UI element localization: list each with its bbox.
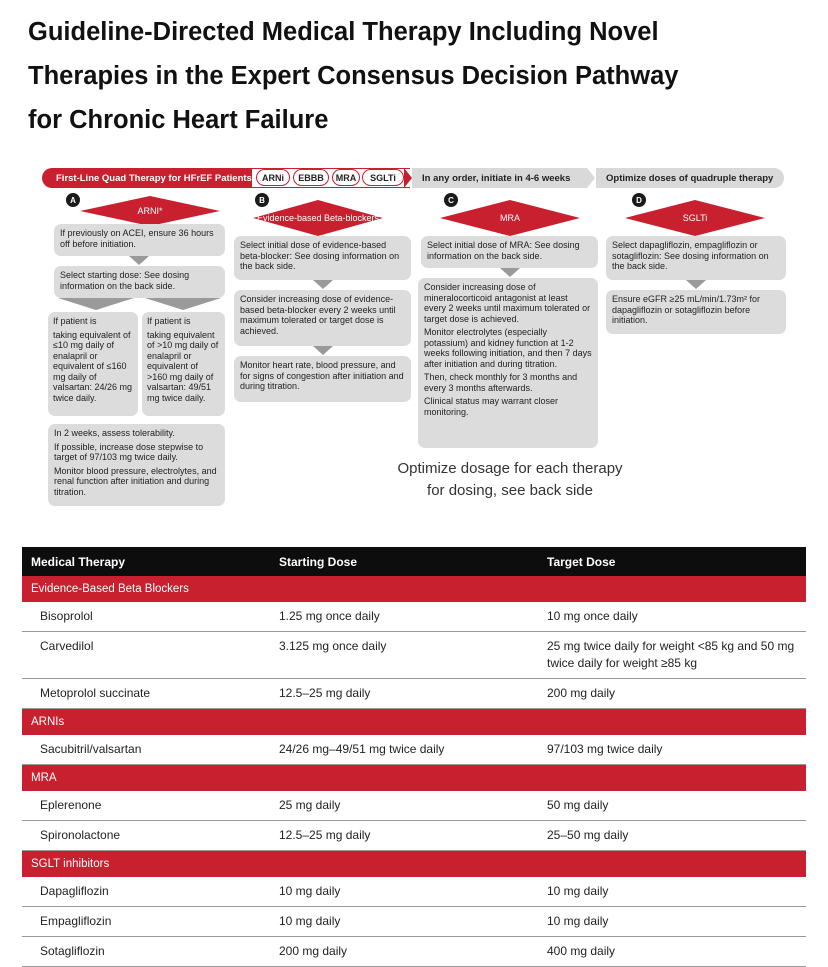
beta-blocker-box-initial: Select initial dose of evidence-based beta-blocker: See dosing information on the back side. xyxy=(234,236,411,280)
arni-arrow-right xyxy=(145,298,221,310)
arni-high-dose-text: taking equivalent of >10 mg daily of enalapril or equivalent of >160 mg daily of valsartan: 49/51 mg twice daily. xyxy=(147,329,219,403)
cell-therapy: Carvedilol xyxy=(40,639,94,653)
cell-target-dose: 25–50 mg daily xyxy=(547,828,629,842)
cell-target-dose: 25 mg twice daily for weight <85 kg and 50 mg twice daily for weight ≥85 kg xyxy=(547,639,795,670)
arni-box-titration xyxy=(48,424,225,506)
mra-arrow-1 xyxy=(500,268,520,277)
arni-low-dose-heading: If patient is xyxy=(53,316,97,326)
cell-target-dose: 400 mg daily xyxy=(547,944,616,958)
table-group-header: MRA xyxy=(22,765,806,791)
arni-titration-2: If possible, increase dose stepwise to target of 97/103 mg twice daily. xyxy=(54,441,204,462)
arni-titration-3: Monitor blood pressure, electrolytes, and renal function after initiation and during titration. xyxy=(54,465,217,497)
cell-starting-dose: 12.5–25 mg daily xyxy=(279,828,371,842)
cell-starting-dose: 3.125 mg once daily xyxy=(279,639,387,653)
table-row xyxy=(22,821,806,851)
table-row xyxy=(22,937,806,967)
sglti-diamond-label: SGLTi xyxy=(682,213,708,223)
cell-therapy: Eplerenone xyxy=(40,798,102,812)
arni-box-acei: If previously on ACEI, ensure 36 hours off before initiation. xyxy=(54,224,225,256)
mra-box-titration xyxy=(418,278,598,448)
arni-arrow-1 xyxy=(129,256,149,265)
table-row xyxy=(22,602,806,632)
arni-titration-1: In 2 weeks, assess tolerability. xyxy=(54,428,175,438)
title-line-3: for Chronic Heart Failure xyxy=(28,106,329,134)
arni-box-starting-dose: Select starting dose: See dosing information on the back side. xyxy=(54,266,225,298)
table-row xyxy=(22,791,806,821)
cell-target-dose: 10 mg daily xyxy=(547,884,609,898)
optimize-note-line-1: Optimize dosage for each therapy xyxy=(397,460,623,477)
step-c-circle: C xyxy=(444,193,458,207)
pill-sgltli: SGLTi xyxy=(362,169,404,186)
header-chevron-2 xyxy=(587,168,595,188)
arni-diamond-label: ARNI* xyxy=(137,206,163,216)
header-chevron-1 xyxy=(404,168,412,188)
mra-titration-4: Clinical status may warrant closer monitoring. xyxy=(424,396,559,417)
cell-therapy: Spironolactone xyxy=(40,828,121,842)
cell-starting-dose: 1.25 mg once daily xyxy=(279,609,380,623)
table-group-header: ARNIs xyxy=(22,709,806,735)
optimize-note-line-2: for dosing, see back side xyxy=(427,482,593,499)
table-row xyxy=(22,735,806,765)
cell-target-dose: 200 mg daily xyxy=(547,686,616,700)
mra-diamond-label: MRA xyxy=(500,213,520,223)
cell-therapy: Metoprolol succinate xyxy=(40,686,151,700)
optimize-note xyxy=(370,458,650,502)
table-body xyxy=(22,576,806,967)
dosing-table xyxy=(22,547,806,967)
page-title xyxy=(28,10,808,142)
cell-target-dose: 10 mg once daily xyxy=(547,609,638,623)
header-medical-therapy: Medical Therapy xyxy=(31,554,126,569)
arni-low-dose-text: taking equivalent of ≤10 mg daily of enalapril or equivalent of ≤160 mg daily of valsartan: 24/26 mg twice daily. xyxy=(53,329,133,403)
header-starting-dose: Starting Dose xyxy=(279,554,358,569)
sglti-box-select: Select dapagliflozin, empagliflozin or sotagliflozin: See dosing information on the back side. xyxy=(606,236,786,280)
arni-arrow-left xyxy=(58,298,134,310)
sglti-box-egfr: Ensure eGFR ≥25 mL/min/1.73m² for dapagliflozin or sotagliflozin before initiation. xyxy=(606,290,786,334)
cell-target-dose: 10 mg daily xyxy=(547,914,609,928)
cell-starting-dose: 200 mg daily xyxy=(279,944,348,958)
decision-pathway-diagram xyxy=(0,160,828,515)
beta-blocker-arrow-2 xyxy=(313,346,333,355)
mra-titration-3: Then, check monthly for 3 months and every 3 months afterwards. xyxy=(424,372,578,393)
pill-mra: MRA xyxy=(332,169,360,186)
cell-therapy: Dapagliflozin xyxy=(40,884,109,898)
table-row xyxy=(22,877,806,907)
step-a-circle: A xyxy=(66,193,80,207)
cell-starting-dose: 12.5–25 mg daily xyxy=(279,686,371,700)
title-line-2: Therapies in the Expert Consensus Decision Pathway xyxy=(28,62,679,90)
table-row xyxy=(22,907,806,937)
header-optimize: Optimize doses of quadruple therapy xyxy=(596,168,784,188)
table-row xyxy=(22,632,806,679)
arni-box-high-dose xyxy=(142,312,225,416)
title-line-1: Guideline-Directed Medical Therapy Including Novel xyxy=(28,18,659,46)
cell-starting-dose: 25 mg daily xyxy=(279,798,341,812)
cell-therapy: Bisoprolol xyxy=(40,609,93,623)
header-first-line: First-Line Quad Therapy for HFrEF Patients xyxy=(42,168,252,188)
table-header xyxy=(22,547,806,576)
step-d-circle: D xyxy=(632,193,646,207)
table-group-header: SGLT inhibitors xyxy=(22,851,806,877)
sglti-arrow-1 xyxy=(686,280,706,289)
cell-therapy: Sotagliflozin xyxy=(40,944,105,958)
header-target-dose: Target Dose xyxy=(547,554,616,569)
beta-blocker-diamond-label: Evidence-based Beta-blockers xyxy=(256,213,380,223)
mra-titration-2: Monitor electrolytes (especially potassium) and kidney function at 1-2 weeks following initiation, and then 7 days after initiation and during titration. xyxy=(424,327,592,369)
table-group-header: Evidence-Based Beta Blockers xyxy=(22,576,806,602)
cell-target-dose: 50 mg daily xyxy=(547,798,609,812)
beta-blocker-box-increase: Consider increasing dose of evidence-based beta-blocker every 2 weeks until maximum tolerated or target dose is achieved. xyxy=(234,290,411,346)
arni-box-low-dose xyxy=(48,312,138,416)
beta-blocker-box-monitor: Monitor heart rate, blood pressure, and for signs of congestion after initiation and during titration. xyxy=(234,356,411,402)
cell-therapy: Sacubitril/valsartan xyxy=(40,742,142,756)
cell-target-dose: 97/103 mg twice daily xyxy=(547,742,663,756)
cell-starting-dose: 24/26 mg–49/51 mg twice daily xyxy=(279,742,445,756)
cell-starting-dose: 10 mg daily xyxy=(279,884,341,898)
arni-high-dose-heading: If patient is xyxy=(147,316,191,326)
cell-therapy: Empagliflozin xyxy=(40,914,112,928)
step-b-circle: B xyxy=(255,193,269,207)
pill-arni: ARNi xyxy=(256,169,290,186)
cell-starting-dose: 10 mg daily xyxy=(279,914,341,928)
pill-ebbb: EBBB xyxy=(293,169,329,186)
beta-blocker-arrow-1 xyxy=(313,280,333,289)
table-row xyxy=(22,679,806,709)
mra-titration-1: Consider increasing dose of mineralocorticoid antagonist at least every 2 weeks until maximum tolerated or target dose is achieved. xyxy=(424,282,591,324)
header-initiate: In any order, initiate in 4-6 weeks xyxy=(412,168,587,188)
mra-box-initial: Select initial dose of MRA: See dosing information on the back side. xyxy=(421,236,598,268)
